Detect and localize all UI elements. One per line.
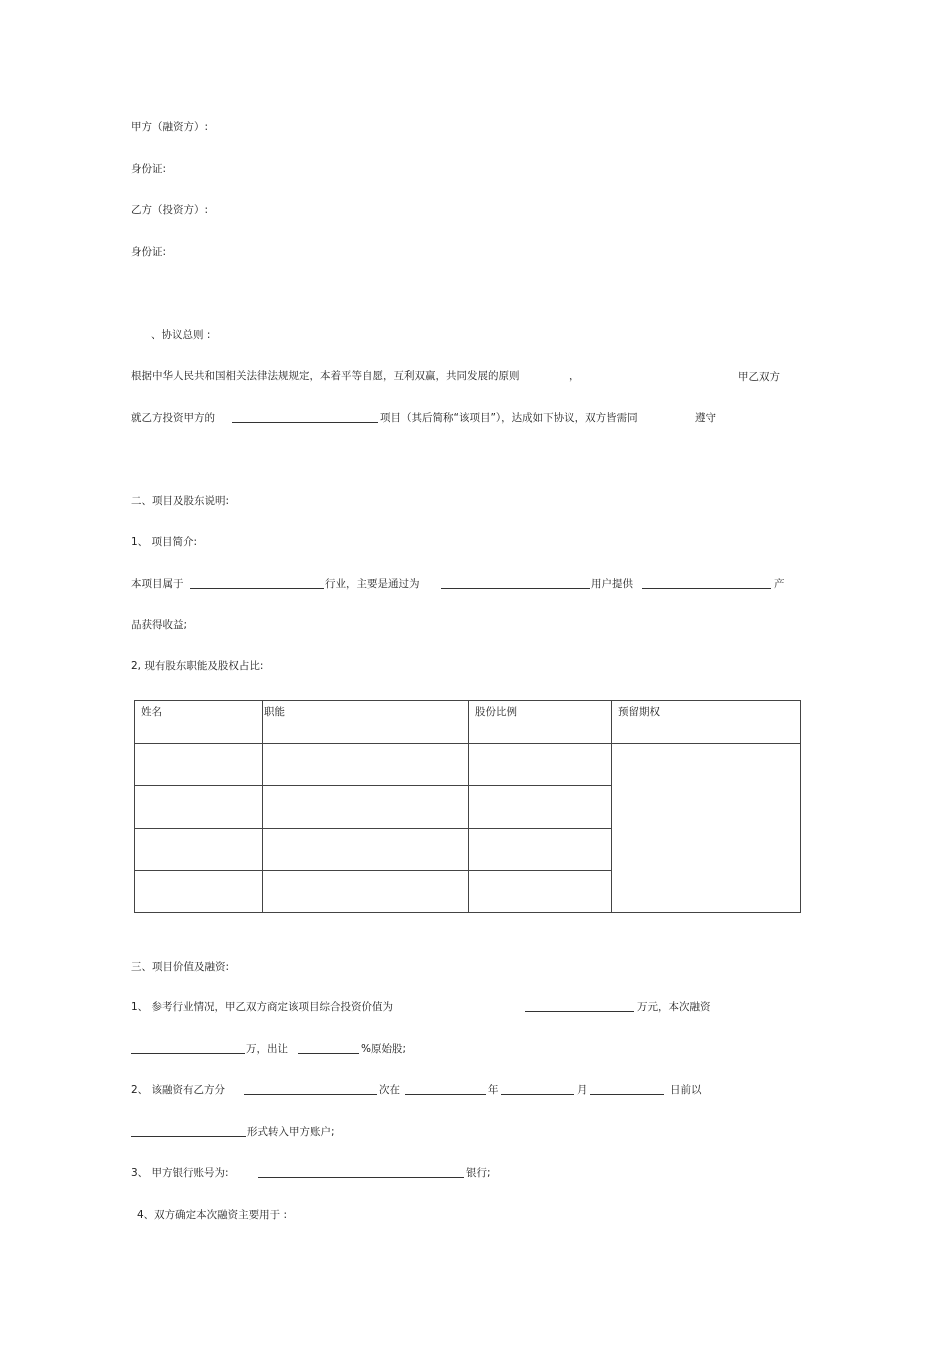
project-name-blank[interactable] [232,411,378,427]
party-a-label: 甲方（融资方）: [131,121,209,133]
valuation-blank[interactable] [525,1000,634,1016]
party-a-id-label: 身份证: [131,163,167,175]
cell-share-ratio[interactable] [469,786,612,828]
project-intro-text3: 用户提供 [591,578,633,590]
equity-percent-blank[interactable] [298,1042,359,1058]
section1-para1-text: 根据中华人民共和国相关法律法规规定，本着平等自愿，互利双赢，共同发展的原则 [131,370,520,382]
section1-para2-text: 就乙方投资甲方的 [131,412,215,424]
party-b-id-label: 身份证: [131,246,167,258]
valuation-text3: 万，出让 [246,1043,288,1055]
party-b-label: 乙方（投资方）: [131,204,209,216]
installment-text2: 次在 [379,1084,400,1096]
section1-para1-comma: ， [569,370,580,382]
project-intro-text2: 行业，主要是通过为 [325,578,420,590]
month-blank[interactable] [501,1083,574,1099]
project-intro-title: 1、 项目简介: [131,536,198,548]
year-blank[interactable] [405,1083,486,1099]
project-intro-text5: 品获得收益; [131,619,188,631]
shareholders-title: 2, 现有股东职能及股权占比: [131,660,264,672]
transfer-method-blank[interactable] [131,1125,246,1141]
section3-title: 三、项目价值及融资: [131,961,230,973]
cell-role[interactable] [263,786,469,828]
section2-title: 二、项目及股东说明: [131,495,230,507]
cell-share-ratio[interactable] [469,828,612,870]
header-name: 姓名 [135,701,263,744]
project-intro-text: 本项目属于 [131,578,184,590]
bank-account-text: 3、 甲方银行账号为: [131,1167,229,1179]
installment-text: 2、 该融资有乙方分 [131,1084,226,1096]
cell-reserved-options[interactable] [612,744,801,913]
installment-text5: 日前以 [670,1084,702,1096]
user-blank[interactable] [441,577,590,593]
product-blank[interactable] [642,577,771,593]
section1-para1-parties: 甲乙双方 [738,371,780,383]
bank-account-blank[interactable] [258,1166,464,1182]
header-share-ratio: 股份比例 [469,701,612,744]
cell-share-ratio[interactable] [469,870,612,912]
cell-share-ratio[interactable] [469,744,612,786]
cell-name[interactable] [135,744,263,786]
section1-para2-text3: 遵守 [695,412,716,424]
cell-name[interactable] [135,786,263,828]
installment-text6: 形式转入甲方账户; [247,1126,335,1138]
financing-amount-blank[interactable] [131,1042,245,1058]
cell-role[interactable] [263,870,469,912]
section1-title: 、协议总则 : [151,329,211,341]
cell-role[interactable] [263,828,469,870]
industry-blank[interactable] [190,577,324,593]
valuation-text4: %原始股; [361,1043,407,1055]
cell-role[interactable] [263,744,469,786]
bank-account-text2: 银行; [466,1167,491,1179]
installment-text3: 年 [488,1084,499,1096]
day-blank[interactable] [590,1083,664,1099]
valuation-text2: 万元，本次融资 [637,1001,711,1013]
valuation-text: 1、 参考行业情况，甲乙双方商定该项目综合投资价值为 [131,1001,394,1013]
project-intro-text4: 产 [774,578,785,590]
cell-name[interactable] [135,828,263,870]
section1-para2-text2: 项目（其后简称“该项目”），达成如下协议，双方皆需同 [380,412,638,424]
fund-usage-text: 4、双方确定本次融资主要用于 : [137,1209,288,1221]
installment-count-blank[interactable] [244,1083,377,1099]
installment-text4: 月 [577,1084,588,1096]
header-reserved-options: 预留期权 [612,701,801,744]
table-row [135,744,801,786]
shareholder-table [134,700,801,913]
cell-name[interactable] [135,870,263,912]
header-role: 职能 [263,701,469,744]
